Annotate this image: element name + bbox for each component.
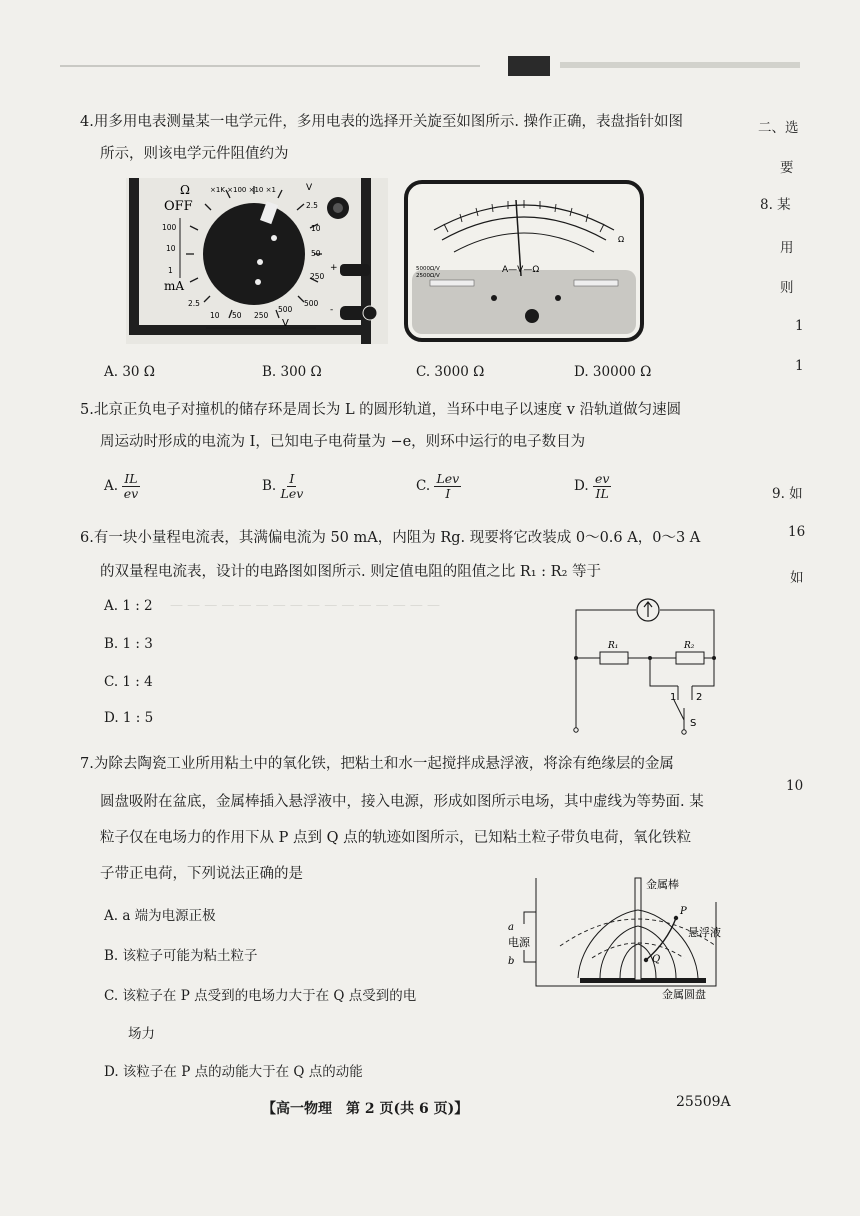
electric-field-figure <box>500 874 736 1006</box>
bottom-scale-50: 50 <box>232 311 242 320</box>
q4-option-d[interactable]: D. 30000 Ω <box>574 364 652 380</box>
q5-option-c-num: Lev <box>436 471 460 486</box>
side-text-5: 则 <box>780 280 794 296</box>
rod-label: 金属棒 <box>646 878 679 891</box>
q5-option-d-label: D. <box>574 478 589 494</box>
q7-option-c-cont: 场力 <box>128 1026 155 1042</box>
side-text-4: 用 <box>780 240 794 256</box>
q7-option-b[interactable]: B. 该粒子可能为粘土粒子 <box>104 948 258 964</box>
q5-option-d-num: ev <box>594 471 610 486</box>
q5-option-a-label: A. <box>104 478 119 494</box>
left-scale-1: 1 <box>168 266 173 275</box>
q6-option-b[interactable]: B. 1 : 3 <box>104 636 153 652</box>
disk-label: 金属圆盘 <box>662 988 706 1001</box>
q5-option-d[interactable] <box>574 472 611 501</box>
plus-terminal: + <box>330 263 338 273</box>
terminal-2-label: 2 <box>696 692 703 703</box>
right-scale-500: 500 <box>304 299 319 308</box>
header-band <box>60 56 800 76</box>
q7-option-a[interactable]: A. a 端为电源正极 <box>104 908 216 924</box>
circuit-figure <box>566 596 730 736</box>
r2-label: R₂ <box>684 641 695 651</box>
q5-option-c-label: C. <box>416 478 431 494</box>
page-footer-title: 【高一物理 第 2 页(共 6 页)】 <box>262 1101 469 1117</box>
ohm-range-labels: ×1K ×100 ×10 ×1 <box>210 186 276 194</box>
side-text-2: 要 <box>780 160 794 176</box>
q5-option-b-label: B. <box>262 478 277 494</box>
selector-switch-figure <box>126 178 388 344</box>
q5-option-c[interactable] <box>416 472 461 501</box>
q6-option-c[interactable]: C. 1 : 4 <box>104 674 153 690</box>
off-label: OFF <box>164 199 193 214</box>
left-scale-100: 100 <box>162 223 177 232</box>
dial-omega: Ω <box>618 235 625 244</box>
page-code: 25509A <box>676 1094 731 1110</box>
q5-option-b-fraction <box>281 472 304 501</box>
switch-label: S <box>690 718 697 729</box>
q5-option-a-num: IL <box>124 471 138 486</box>
source-label: 电源 <box>508 936 530 949</box>
point-q-label: Q <box>652 954 661 965</box>
q5-option-c-fraction <box>434 472 461 501</box>
v-top-label: V <box>306 183 313 193</box>
bottom-scale-500: 500 <box>278 305 293 314</box>
q6-line-2: 的双量程电流表，设计的电路图如图所示. 则定值电阻的阻值之比 R₁ : R₂ 等于 <box>100 564 601 580</box>
right-scale-250: 250 <box>310 272 325 281</box>
dial-label: A—V—Ω <box>502 265 540 275</box>
bleed-through: — — — — — — — — — — — — — — — — <box>170 598 440 613</box>
bottom-scale-10: 10 <box>210 311 220 320</box>
q7-line-1: 7.为除去陶瓷工业所用粘土中的氧化铁，把粘土和水一起搅拌成悬浮液，将涂有绝缘层的金属 <box>80 756 674 772</box>
q5-option-b[interactable] <box>262 472 303 501</box>
q6-option-d[interactable]: D. 1 : 5 <box>104 710 154 726</box>
side-text-1: 二、选 <box>758 120 799 136</box>
side-text-6: 1 <box>795 318 804 334</box>
header-mark <box>508 56 550 76</box>
side-text-7: 1 <box>795 358 804 374</box>
minus-terminal: - <box>330 305 334 315</box>
side-text-11: 10 <box>786 778 804 794</box>
right-scale-50: 50 <box>311 249 321 258</box>
q7-line-2: 圆盘吸附在盆底，金属棒插入悬浮液中，接入电源，形成如图所示电场，其中虚线为等势面. 某 <box>100 794 704 810</box>
left-scale-10: 10 <box>166 244 176 253</box>
q7-line-4: 子带正电荷，下列说法正确的是 <box>100 866 303 882</box>
omega-label: Ω <box>180 183 190 197</box>
q5-option-b-den: Lev <box>280 486 304 501</box>
q6-line-1: 6.有一块小量程电流表，其满偏电流为 50 mA，内阻为 Rg. 现要将它改装成 0～0.6 A，0～3 A <box>80 530 701 546</box>
q5-option-b-num: I <box>289 471 295 486</box>
side-text-10: 如 <box>790 570 804 586</box>
terminal-a-label: a <box>508 922 514 933</box>
meter-dial-figure <box>404 180 644 342</box>
bottom-scale-250: 250 <box>254 311 269 320</box>
q5-option-d-fraction <box>593 472 611 501</box>
bottom-scale-2-5: 2.5 <box>188 299 200 308</box>
ma-label: mA <box>164 279 185 293</box>
q7-option-c[interactable]: C. 该粒子在 P 点受到的电场力大于在 Q 点受到的电 <box>104 988 417 1004</box>
q6-option-a[interactable]: A. 1 : 2 <box>104 598 153 614</box>
q5-line-2: 周运动时形成的电流为 I，已知电子电荷量为 −e，则环中运行的电子数目为 <box>100 434 586 450</box>
q5-option-d-den: IL <box>595 486 609 501</box>
q4-line-1: 4.用多用电表测量某一电学元件，多用电表的选择开关旋至如图所示. 操作正确，表盘指针如图 <box>80 114 684 130</box>
q7-option-d[interactable]: D. 该粒子在 P 点的动能大于在 Q 点的动能 <box>104 1064 363 1080</box>
liquid-label: 悬浮液 <box>688 926 721 939</box>
right-scale-10: 10 <box>311 224 321 233</box>
right-scale-2-5: 2.5 <box>306 201 318 210</box>
v-bottom-label: V <box>282 318 289 329</box>
r1-label: R₁ <box>608 641 619 651</box>
dial-note-2: 2500Ω/V <box>416 273 440 279</box>
side-text-3: 8. 某 <box>760 197 791 213</box>
point-p-label: P <box>680 906 687 917</box>
terminal-1-label: 1 <box>670 692 677 703</box>
q4-option-a[interactable]: A. 30 Ω <box>104 364 155 380</box>
q7-line-3: 粒子仅在电场力的作用下从 P 点到 Q 点的轨迹如图所示，已知粘土粒子带负电荷，氧化铁粒 <box>100 830 692 846</box>
q4-option-b[interactable]: B. 300 Ω <box>262 364 322 380</box>
q5-option-a-den: ev <box>123 486 139 501</box>
q5-option-c-den: I <box>445 486 451 501</box>
q4-line-2: 所示，则该电学元件阻值约为 <box>100 146 289 162</box>
terminal-b-label: b <box>508 956 515 967</box>
q5-option-a-fraction <box>122 472 139 501</box>
side-text-9: 16 <box>788 524 806 540</box>
q5-option-a[interactable] <box>104 472 140 501</box>
q4-option-c[interactable]: C. 3000 Ω <box>416 364 485 380</box>
side-text-8: 9. 如 <box>772 486 803 502</box>
dial-note-1: 5000Ω/V <box>416 266 440 272</box>
q5-line-1: 5.北京正负电子对撞机的储存环是周长为 L 的圆形轨道，当环中电子以速度 v 沿轨道做匀速圆 <box>80 402 682 418</box>
